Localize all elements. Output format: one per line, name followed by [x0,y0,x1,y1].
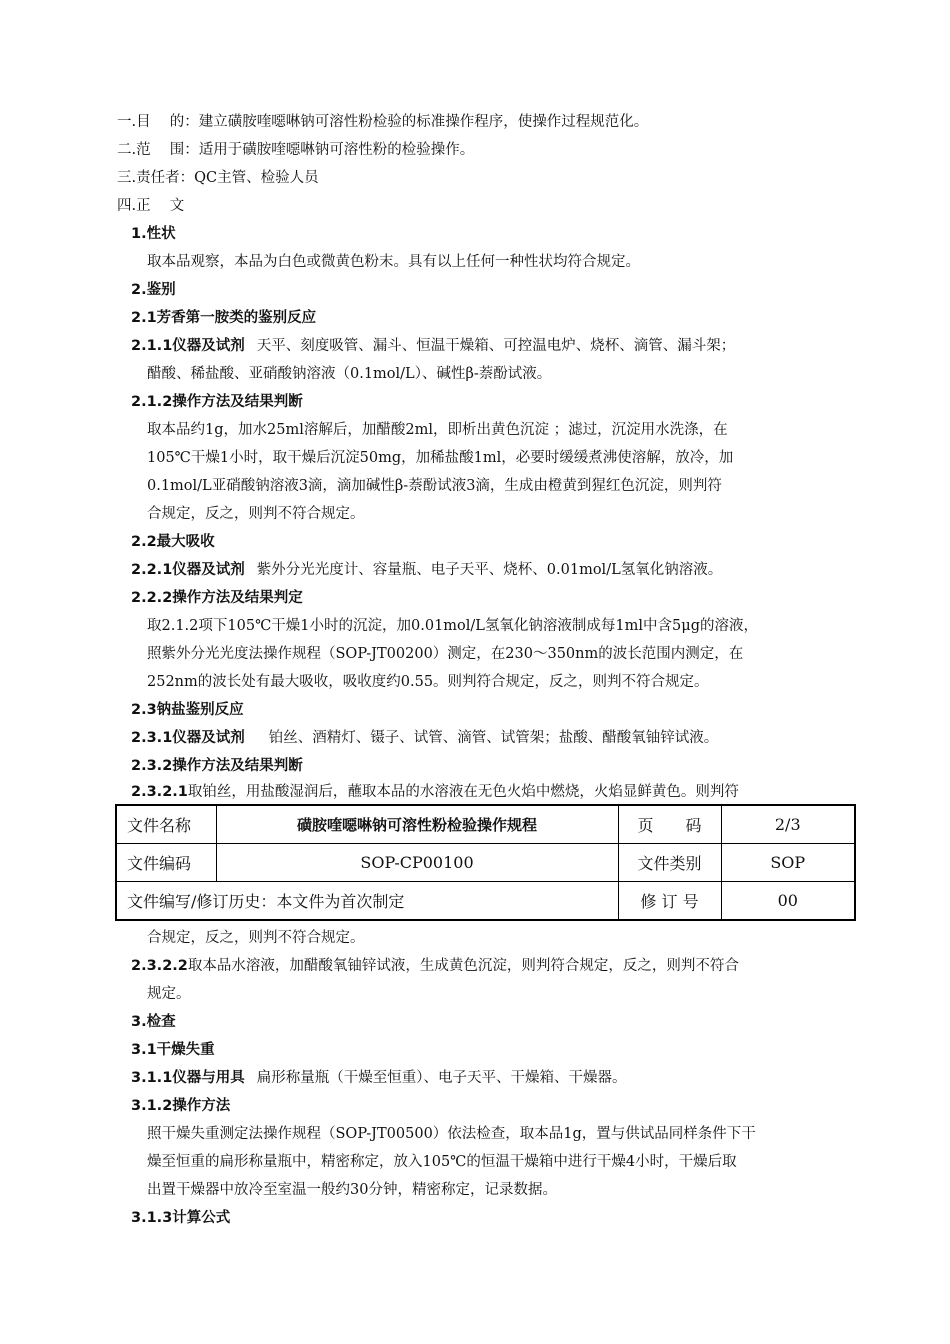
heading-2: 2.鉴别 [131,282,176,298]
revision-value: 00 [721,882,855,921]
revision-label: 修 订 号 [618,882,721,921]
line-3-1-1 [131,1068,627,1088]
file-code-value: SOP-CP00100 [216,844,618,882]
text-2-3-2-2-b: 规定。 [147,986,191,1002]
line-2-3-2-2 [131,956,739,976]
heading-1: 1.性状 [131,226,176,242]
paragraph-3-1-2-a: 照干燥失重测定法操作规程（SOP-JT00500）依法检查，取本品1g，置与供试品同样条件下干 [147,1126,756,1142]
heading-2-1: 2.1芳香第一胺类的鉴别反应 [131,310,317,326]
line-2-2-1 [131,560,722,580]
heading-2-1-2: 2.1.2操作方法及结果判断 [131,394,303,410]
file-code-label: 文件编码 [116,844,216,882]
paragraph-2-1-2-c: 0.1mol/L亚硝酸钠溶液3滴，滴加碱性β-萘酚试液3滴，生成由橙黄到猩红色沉淀，则判符 [147,478,722,494]
heading-3-1-2: 3.1.2操作方法 [131,1098,231,1114]
heading-2-2-2: 2.2.2操作方法及结果判定 [131,590,303,606]
page-label: 页 码 [618,805,721,844]
scope-line: 二.范 围：适用于磺胺喹噁啉钠可溶性粉的检验操作。 [117,142,475,158]
text-3-1-1: 扁形称量瓶（干燥至恒重）、电子天平、干燥箱、干燥器。 [256,1070,627,1086]
paragraph-2-3-2-1-cont: 合规定，反之，则判不符合规定。 [147,930,365,946]
revision-history: 文件编写/修订历史：本文件为首次制定 [116,882,618,921]
body-title: 四.正 文 [117,198,185,214]
paragraph-2-2-2-a: 取2.1.2项下105℃干燥1小时的沉淀，加0.01mol/L氢氧化钠溶液制成每1ml中含5μg的溶液， [147,618,758,634]
purpose-line: 一.目 的：建立磺胺喹噁啉钠可溶性粉检验的标准操作程序，使操作过程规范化。 [117,114,649,130]
heading-2-3-2-1: 2.3.2.1 [131,784,188,800]
responsible-line: 三.责任者：QC主管、检验人员 [117,170,319,186]
line-2-3-1 [131,728,718,748]
paragraph-3-1-2-c: 出置干燥器中放冷至室温一般约30分钟，精密称定，记录数据。 [147,1182,557,1198]
document-header-table [115,804,856,921]
heading-2-1-1: 2.1.1仪器及试剂 [131,338,245,354]
heading-2-3-1: 2.3.1仪器及试剂 [131,730,245,746]
text-2-3-1: 铂丝、酒精灯、镊子、试管、滴管、试管架；盐酸、醋酸氧铀锌试液。 [268,730,719,746]
file-name-value: 磺胺喹噁啉钠可溶性粉检验操作规程 [216,805,618,844]
file-type-value: SOP [721,844,855,882]
heading-2-3-2: 2.3.2操作方法及结果判断 [131,758,303,774]
text-2-2-1: 紫外分光光度计、容量瓶、电子天平、烧杯、0.01mol/L氢氧化钠溶液。 [256,562,723,578]
paragraph-2-1-2-a: 取本品约1g，加水25ml溶解后，加醋酸2ml，即析出黄色沉淀 ；滤过，沉淀用水洗涤，在 [147,422,728,438]
heading-3: 3.检查 [131,1014,176,1030]
paragraph-2-2-2-b: 照紫外分光光度法操作规程（SOP-JT00200）测定，在230～350nm的波长范围内测定，在 [147,646,744,662]
page-value: 2/3 [721,805,855,844]
heading-3-1: 3.1干燥失重 [131,1042,215,1058]
heading-3-1-3: 3.1.3计算公式 [131,1210,231,1226]
paragraph-2-1-2-d: 合规定，反之，则判不符合规定。 [147,506,365,522]
line-2-1-1 [131,336,735,356]
paragraph-2-1-2-b: 105℃干燥1小时，取干燥后沉淀50mg，加稀盐酸1ml，必要时缓缓煮沸使溶解，放冷，加 [147,450,734,466]
heading-2-2-1: 2.2.1仪器及试剂 [131,562,245,578]
text-2-1-1-b: 醋酸、稀盐酸、亚硝酸钠溶液（0.1mol/L）、碱性β-萘酚试液。 [147,366,552,382]
heading-2-2: 2.2最大吸收 [131,534,215,550]
line-2-3-2-1 [131,782,739,802]
file-type-label: 文件类别 [618,844,721,882]
paragraph-1: 取本品观察，本品为白色或微黄色粉末。具有以上任何一种性状均符合规定。 [147,254,640,270]
file-name-label: 文件名称 [116,805,216,844]
heading-2-3: 2.3钠盐鉴别反应 [131,702,244,718]
paragraph-2-2-2-c: 252nm的波长处有最大吸收，吸收度约0.55。则判符合规定，反之，则判不符合规定。 [147,674,709,690]
text-2-3-2-1: 取铂丝，用盐酸湿润后，蘸取本品的水溶液在无色火焰中燃烧，火焰显鲜黄色。则判符 [187,784,739,800]
text-2-3-2-2-a: 取本品水溶液，加醋酸氧铀锌试液，生成黄色沉淀，则判符合规定，反之，则判不符合 [187,958,739,974]
paragraph-3-1-2-b: 燥至恒重的扁形称量瓶中，精密称定，放入105℃的恒温干燥箱中进行干燥4小时，干燥后取 [147,1154,737,1170]
heading-2-3-2-2: 2.3.2.2 [131,958,188,974]
heading-3-1-1: 3.1.1仪器与用具 [131,1070,245,1086]
text-2-1-1-a: 天平、刻度吸管、漏斗、恒温干燥箱、可控温电炉、烧杯、滴管、漏斗架； [256,338,736,354]
